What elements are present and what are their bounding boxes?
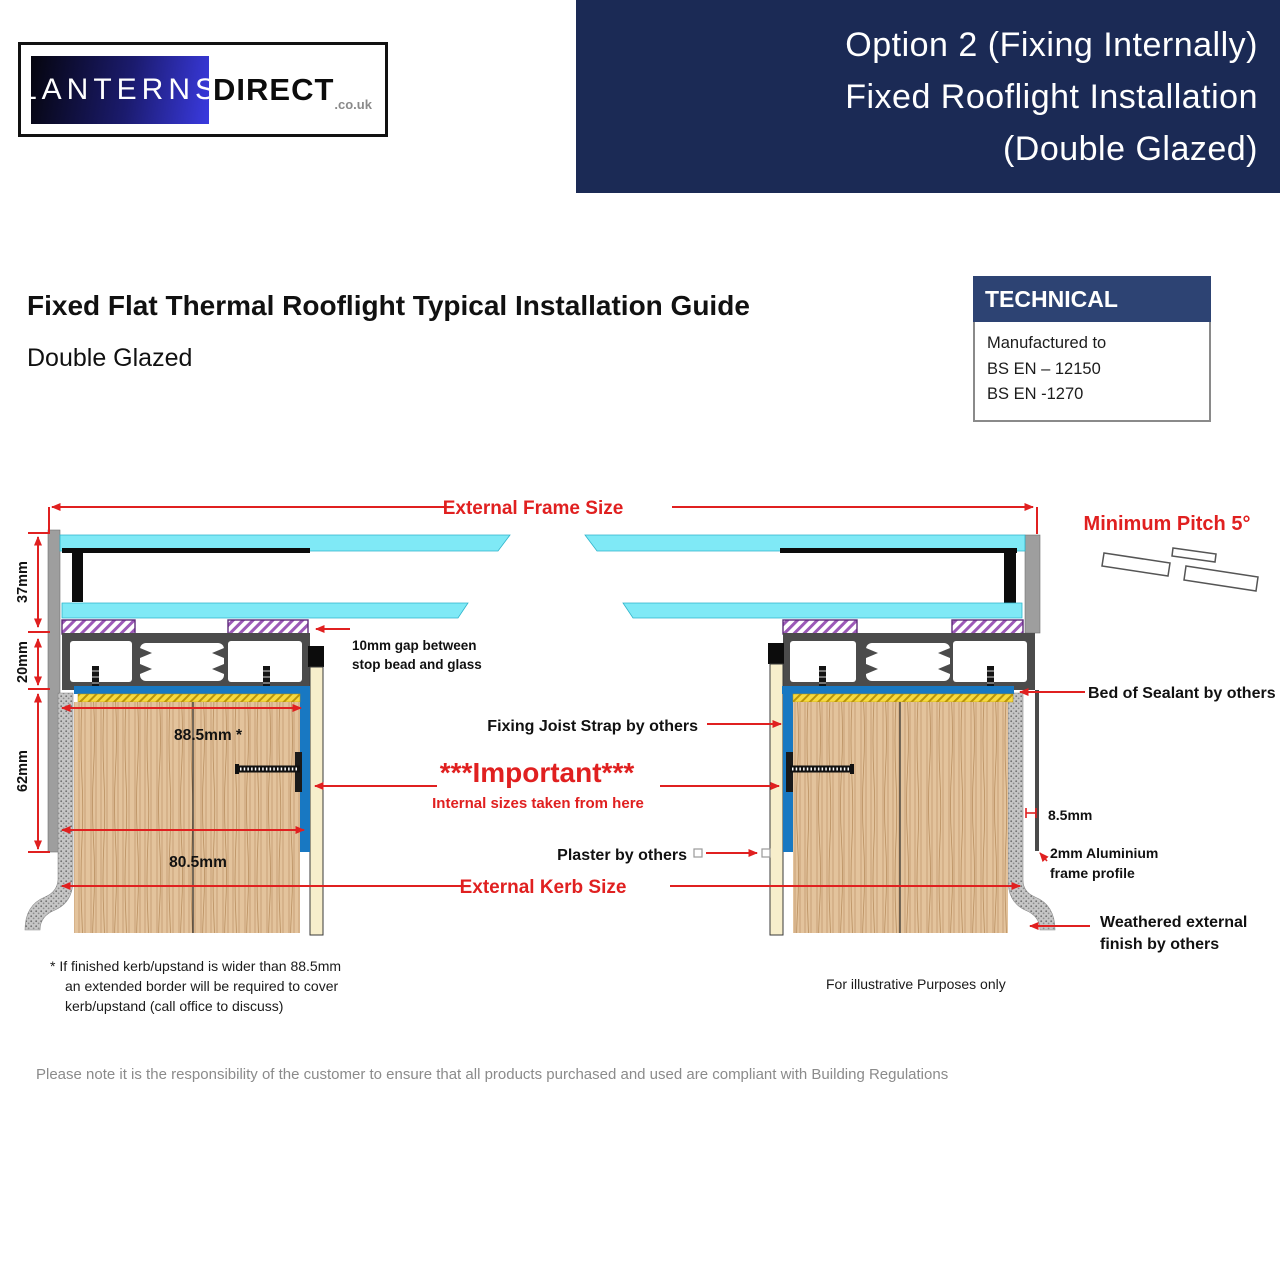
sealant-bed xyxy=(78,694,300,702)
label-2mm-aluminium-line1: 2mm Aluminium xyxy=(1050,845,1159,861)
frame-clamp-blue xyxy=(782,686,1014,694)
logo-text-couk: .co.uk xyxy=(334,97,372,112)
page-title: Fixed Flat Thermal Rooflight Typical Installation Guide xyxy=(27,290,750,321)
label-important: ***Important*** xyxy=(439,757,635,788)
illustrative-note: For illustrative Purposes only xyxy=(826,976,1006,992)
thermal-break-chamber xyxy=(866,643,950,681)
thermal-break-chamber xyxy=(140,643,224,681)
label-external-kerb-size: External Kerb Size xyxy=(459,877,627,898)
stop-bead-cap xyxy=(768,643,784,664)
header-line-1: Option 2 (Fixing Internally) xyxy=(845,25,1258,64)
glazing-spacer-bar xyxy=(780,548,1017,553)
label-external-frame-size: External Frame Size xyxy=(442,498,624,519)
note-10mm-gap xyxy=(316,629,482,672)
right-cross-section xyxy=(585,535,1055,935)
label-weathered-line1: Weathered external xyxy=(1100,914,1248,931)
note-2mm-aluminium xyxy=(1040,845,1158,881)
building-regulations-disclaimer: Please note it is the responsibility of the customer to ensure that all products purchased and used are compliant with Building Regulations xyxy=(36,1066,949,1083)
label-10mm-gap-line1: 10mm gap between xyxy=(352,638,477,653)
gasket-hatch xyxy=(952,620,1023,634)
label-8-5mm: 8.5mm xyxy=(1048,807,1093,823)
technical-body xyxy=(973,322,1211,422)
dim-external-frame-size xyxy=(49,498,1037,534)
note-bed-of-sealant xyxy=(1020,685,1276,702)
glazing-edge-spacer xyxy=(72,552,83,602)
glazing-edge-spacer xyxy=(1004,552,1016,603)
label-2mm-aluminium-line2: frame profile xyxy=(1050,865,1135,881)
logo-text-direct: DIRECT xyxy=(213,71,335,107)
label-fixing-joist-strap: Fixing Joist Strap by others xyxy=(487,718,698,735)
technical-box xyxy=(973,276,1211,422)
dim-37mm xyxy=(15,533,50,632)
label-internal-sizes: Internal sizes taken from here xyxy=(432,795,644,812)
label-bed-of-sealant: Bed of Sealant by others xyxy=(1088,685,1276,702)
sealant-bed xyxy=(793,694,1013,702)
footnote-line-2: an extended border will be required to cover xyxy=(65,978,339,994)
note-minimum-pitch xyxy=(1084,513,1258,591)
label-88-5mm: 88.5mm * xyxy=(173,727,243,744)
page-header-banner xyxy=(576,0,1280,193)
outer-aluminium-profile xyxy=(1025,535,1040,633)
label-80-5mm: 80.5mm xyxy=(169,854,227,871)
label-20mm: 20mm xyxy=(15,641,31,683)
logo-gradient-panel xyxy=(19,56,221,124)
lanterns-direct-logo xyxy=(18,42,388,137)
bottom-glass-pane xyxy=(623,603,1022,618)
pitch-icon xyxy=(1102,548,1258,591)
gasket-hatch xyxy=(783,620,857,634)
technical-line-3: BS EN -1270 xyxy=(987,385,1084,404)
label-minimum-pitch: Minimum Pitch 5° xyxy=(1083,513,1251,535)
label-37mm: 37mm xyxy=(15,561,31,603)
technical-line-1: Manufactured to xyxy=(987,334,1107,352)
logo-text-lanterns: LANTERNS xyxy=(19,72,221,106)
label-10mm-gap-line2: stop bead and glass xyxy=(352,657,482,672)
kerb-footnote xyxy=(50,956,341,1016)
label-plaster: Plaster by others xyxy=(557,847,687,864)
stop-bead-strip xyxy=(310,667,323,935)
technical-heading: TECHNICAL xyxy=(973,276,1211,322)
technical-line-2: BS EN – 12150 xyxy=(987,359,1101,378)
installation-cross-section-diagram xyxy=(0,480,1280,1020)
page-subtitle: Double Glazed xyxy=(27,344,193,372)
dim-62mm xyxy=(15,694,50,852)
note-important xyxy=(315,757,779,812)
frame-clamp-blue xyxy=(74,686,310,694)
stop-bead-strip xyxy=(770,664,783,935)
header-line-3: (Double Glazed) xyxy=(1002,129,1258,168)
note-plaster xyxy=(557,847,770,864)
gasket-hatch xyxy=(228,620,308,634)
bottom-glass-pane xyxy=(62,603,468,618)
dim-20mm xyxy=(15,639,50,689)
footnote-line-1: * If finished kerb/upstand is wider than 88.5mm xyxy=(50,958,342,974)
label-weathered-line2: finish by others xyxy=(1100,936,1220,953)
note-weathered-finish xyxy=(1030,914,1247,953)
frame-chamber xyxy=(70,641,132,682)
left-cross-section xyxy=(25,530,510,935)
note-fixing-joist-strap xyxy=(487,718,781,735)
label-62mm: 62mm xyxy=(15,750,31,792)
aluminium-frame-profile-2mm xyxy=(1035,690,1039,851)
header-line-2: Fixed Rooflight Installation xyxy=(845,77,1258,116)
gasket-hatch xyxy=(62,620,135,634)
glazing-spacer-bar xyxy=(62,548,310,553)
footnote-line-3: kerb/upstand (call office to discuss) xyxy=(65,998,284,1014)
stop-bead-cap xyxy=(308,646,324,667)
